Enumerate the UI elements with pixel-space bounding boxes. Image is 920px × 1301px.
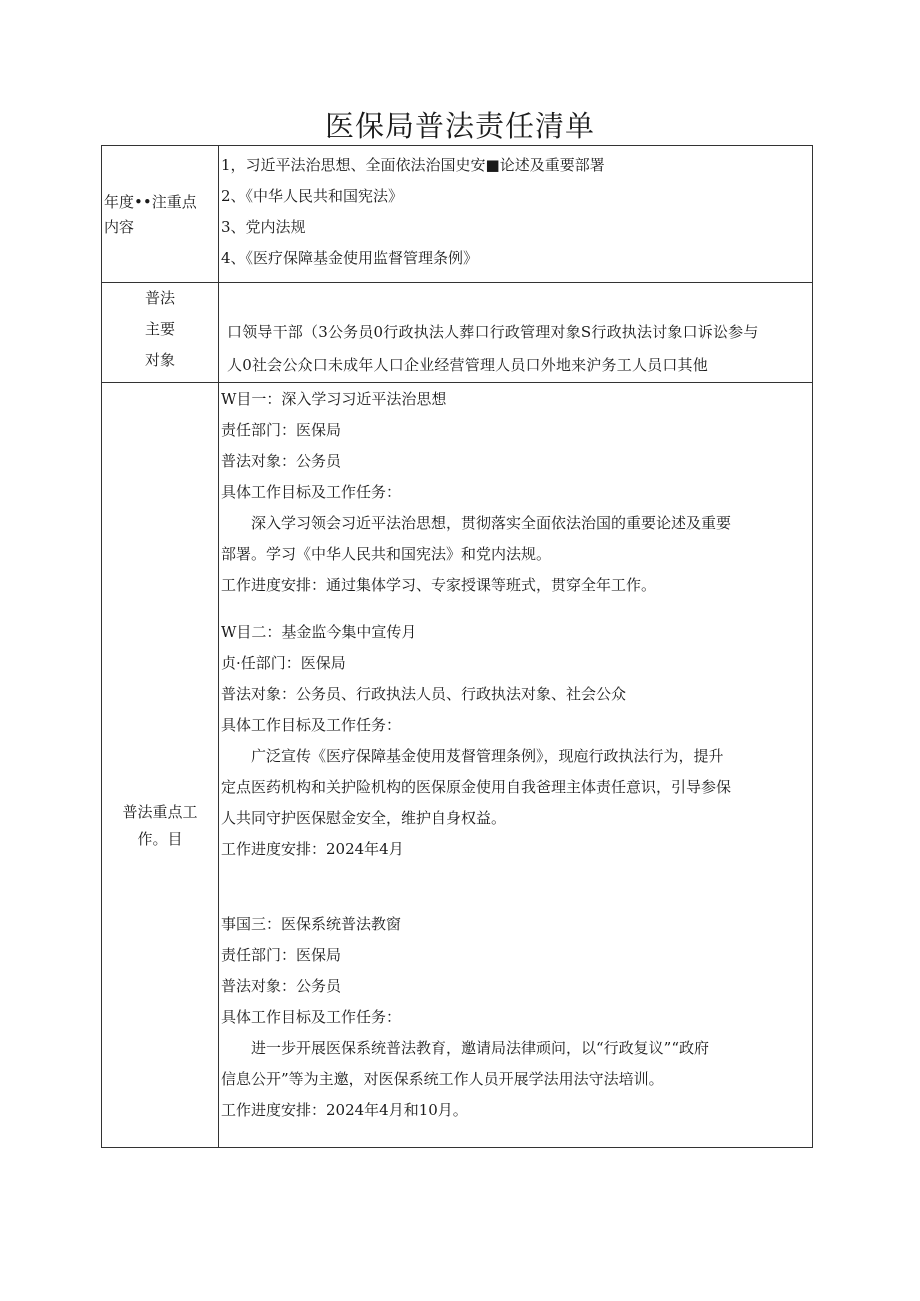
work-label-cell — [102, 383, 219, 1148]
project-1-desc-1: 深入学习领会习近平法治思想，贯彻落实全面依法治国的重要论述及重要 — [251, 514, 732, 532]
project-2 — [221, 617, 810, 865]
target-content-cell — [219, 283, 813, 383]
project-3-heading: 事国三：医保系统普法教窗 — [221, 915, 402, 933]
target-label-line3: 对象 — [144, 351, 175, 369]
project-2-heading: W目二：基金监今集中宣传月 — [221, 623, 417, 641]
focus-label-cell — [102, 146, 219, 283]
target-label-line1: 普法 — [144, 289, 175, 307]
project-3-desc-2: 信息公开”等为主邀，对医保系统工作人员开展学法用法守法培训。 — [221, 1070, 664, 1088]
target-label-cell — [102, 283, 219, 383]
project-2-desc-1: 广泛宣传《医疗保障基金使用芨督管理条例》，现庖行政执法行为，提升 — [251, 747, 724, 765]
project-2-dept: 贞·任部门：医保局 — [221, 654, 346, 672]
focus-content-cell — [219, 146, 813, 283]
project-3-target: 普法对象：公务员 — [221, 977, 342, 995]
project-3-schedule: 工作进度安排：2024年4月和10月。 — [221, 1101, 468, 1119]
responsibility-table — [101, 145, 813, 1148]
work-label-line1: 普法重点工 — [122, 803, 198, 821]
project-1-dept: 责任部门：医保局 — [221, 421, 342, 439]
project-1-schedule: 工作进度安排：通过集体学习、专家授课等班式，贯穿全年工作。 — [221, 576, 657, 594]
target-line-1: 口领导干部（3公务员0行政执法人葬口行政管理对象S行政执法讨象口诉讼参与 — [227, 323, 759, 341]
focus-item-4: 4、《医疗保障基金使用监督管理条例》 — [221, 249, 479, 267]
focus-item-3: 3、党内法规 — [221, 218, 306, 236]
project-3-desc-1: 进一步开展医保系统普法教育，邀请局法律顽问，以“行政复议”“政府 — [251, 1039, 710, 1057]
project-1-goal-label: 具体工作目标及工作任务： — [221, 483, 402, 501]
project-1-heading: W目一：深入学习习近平法治思想 — [221, 390, 447, 408]
project-1-target: 普法对象：公务员 — [221, 452, 342, 470]
focus-label-line2: 内容 — [104, 218, 135, 236]
work-content-cell — [219, 383, 813, 1148]
target-label-line2: 主要 — [144, 320, 175, 338]
work-label-line2: 作。目 — [137, 830, 183, 848]
focus-item-2: 2、《中华人民共和国宪法》 — [221, 187, 404, 205]
project-2-desc-3: 人共同守护医保慰金安全，维护自身权益。 — [221, 809, 507, 827]
table-row-work — [102, 383, 813, 1148]
table-row-focus — [102, 146, 813, 283]
project-2-target: 普法对象：公务员、行政执法人员、行政执法对象、社会公众 — [221, 685, 627, 703]
target-line-2: 人0社会公众口未成年人口企业经营管理人员口外地来沪务工人员口其他 — [227, 356, 708, 374]
table-row-target — [102, 283, 813, 383]
project-3 — [221, 909, 810, 1126]
project-2-goal-label: 具体工作目标及工作任务： — [221, 716, 402, 734]
document-title: 医保局普法责任清单 — [324, 109, 595, 143]
project-1 — [221, 384, 810, 601]
project-1-desc-2: 部署。学习《中华人民共和国宪法》和党内法规。 — [221, 545, 552, 563]
focus-item-1: 1，习近平法治思想、全面依法治国史安■论述及重要部署 — [221, 156, 605, 174]
project-3-goal-label: 具体工作目标及工作任务： — [221, 1008, 402, 1026]
project-2-desc-2: 定点医药机构和关护险机构的医保原金使用自我爸理主体责任意识，引导参保 — [221, 778, 732, 796]
project-2-schedule: 工作进度安排：2024年4月 — [221, 840, 404, 858]
focus-label-line1: 年度••注重点 — [104, 193, 197, 211]
project-3-dept: 责任部门：医保局 — [221, 946, 342, 964]
